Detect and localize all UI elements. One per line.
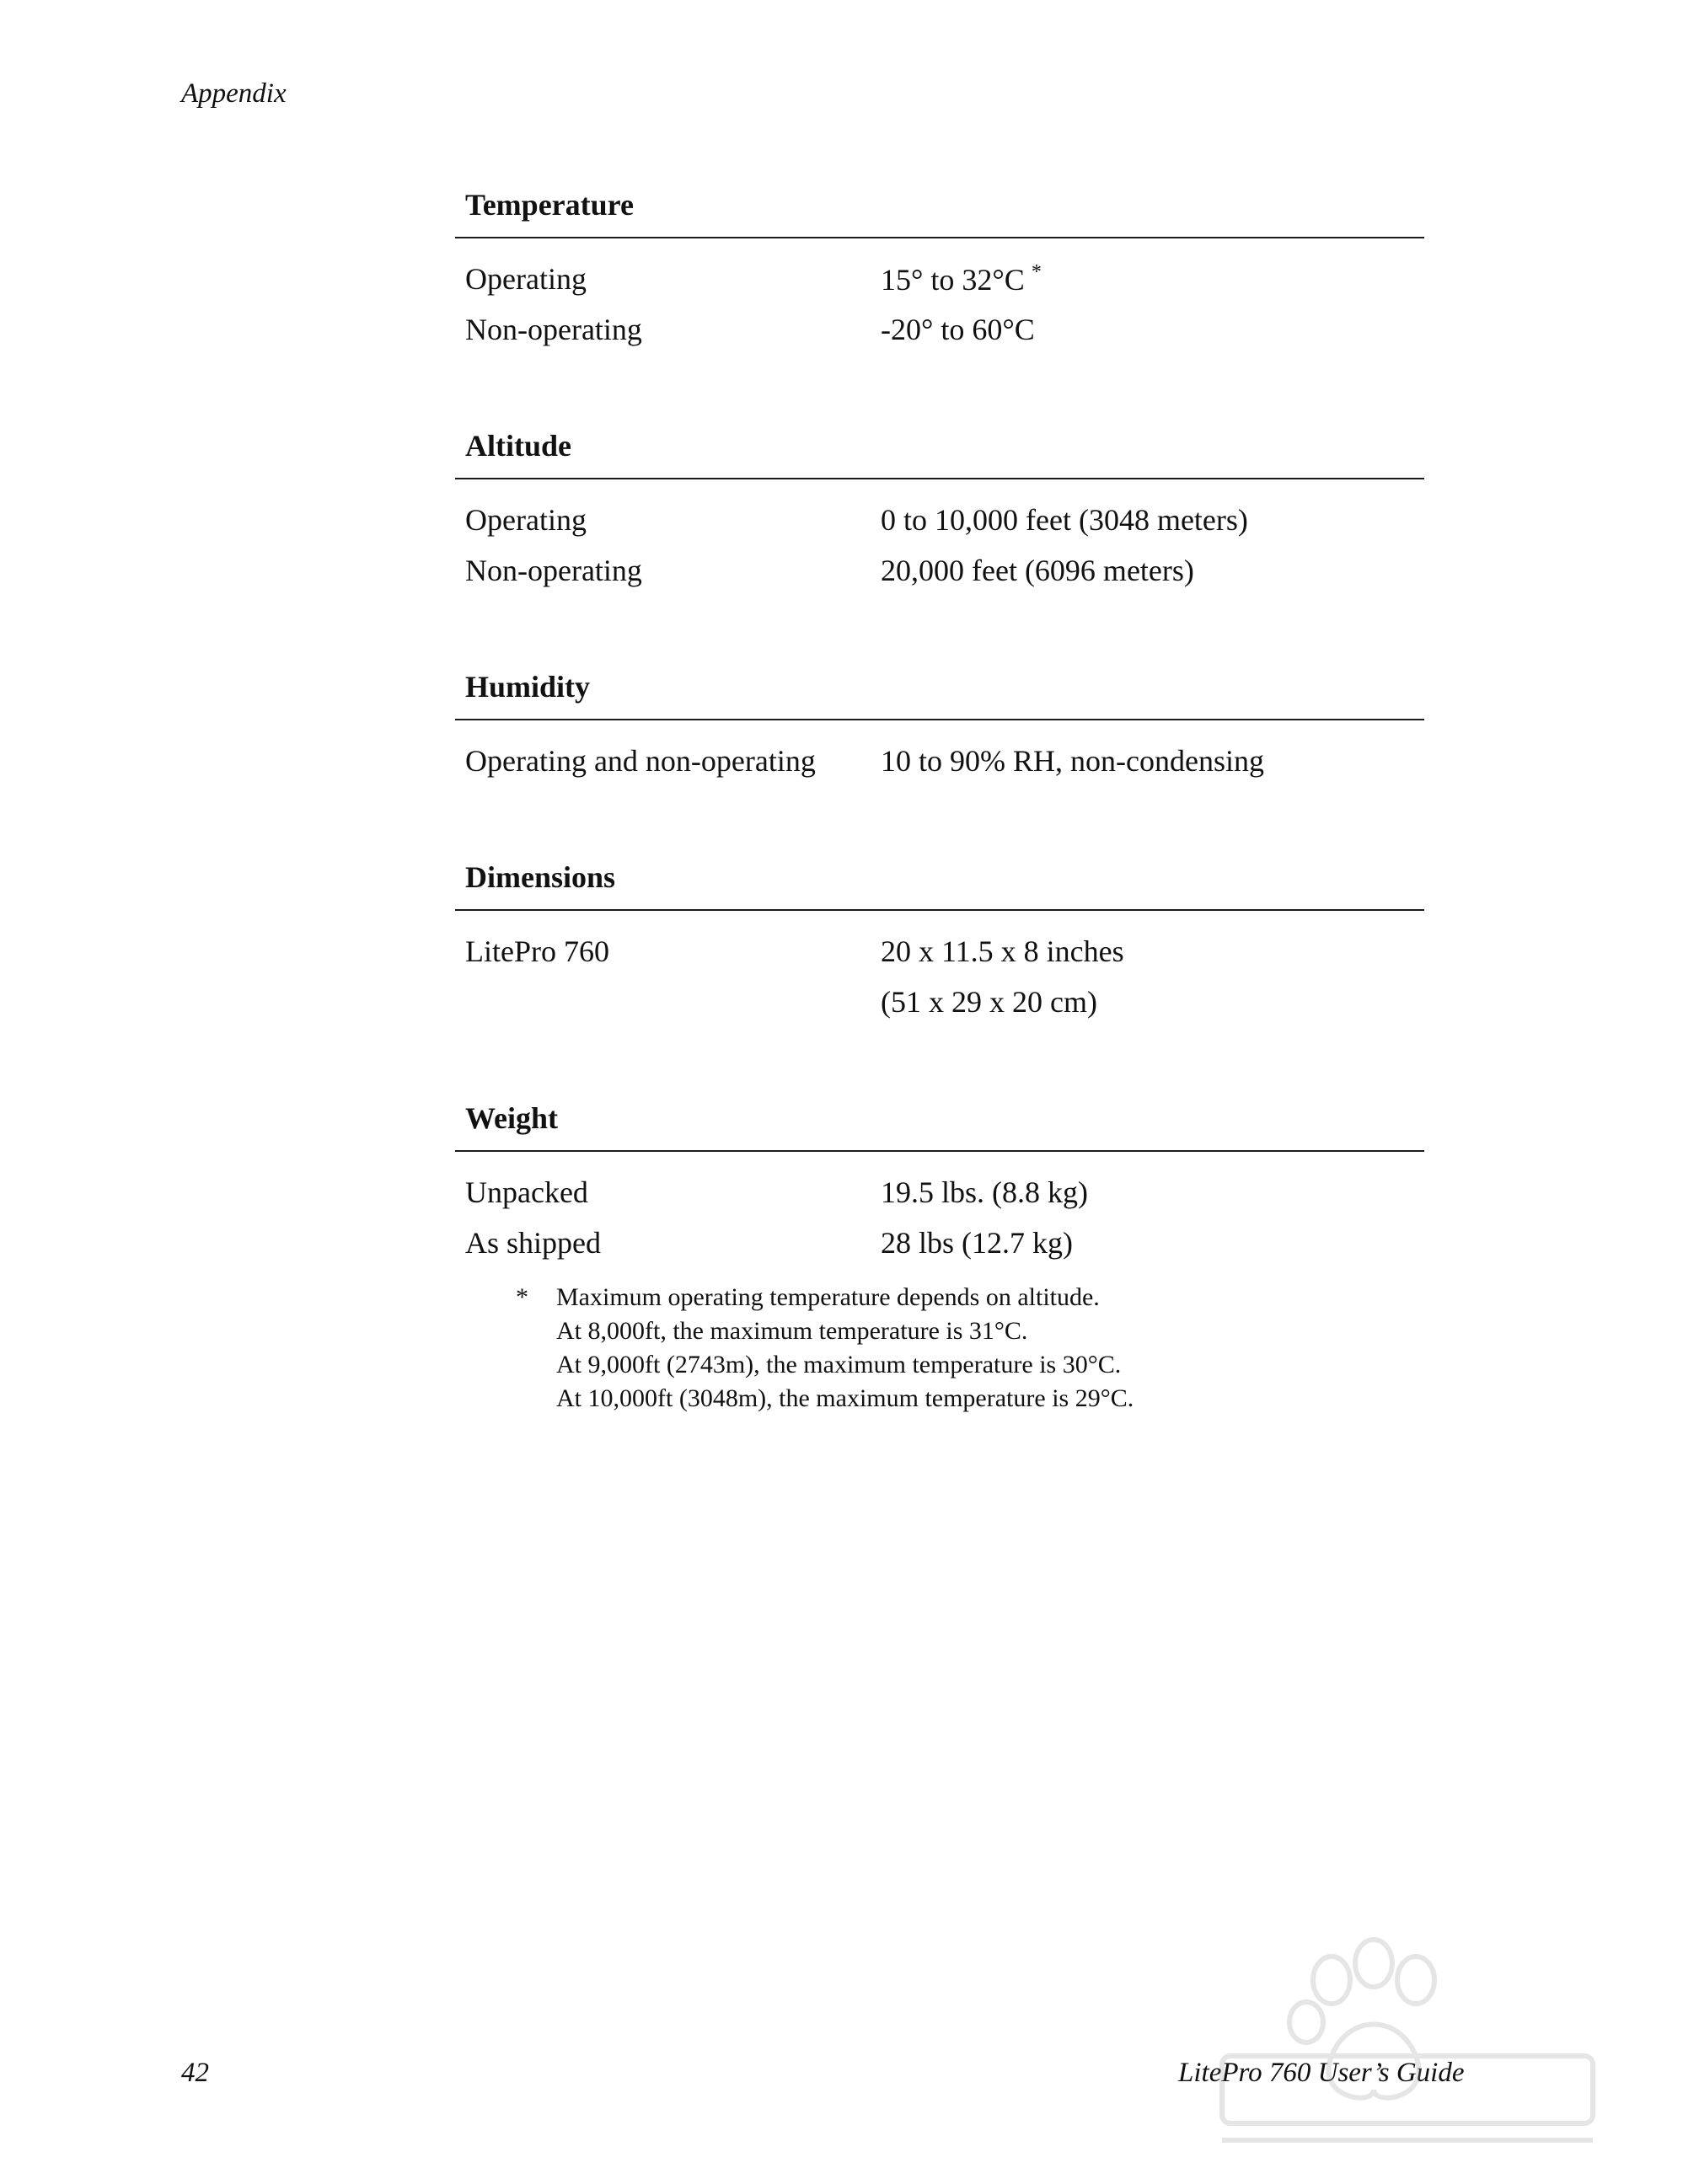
spec-label: Operating: [465, 503, 587, 537]
footnote-line: At 9,000ft (2743m), the maximum temperature is 30°C.: [556, 1351, 1122, 1378]
section-title: Humidity: [455, 672, 1424, 720]
spec-value: 10 to 90% RH, non-condensing: [881, 744, 1264, 778]
spec-value: 20 x 11.5 x 8 inches: [881, 934, 1124, 968]
spec-row: [455, 254, 1424, 304]
footnote: [516, 1281, 1134, 1416]
page-number: 42: [181, 2058, 209, 2088]
footnote-reference-mark: *: [1031, 260, 1042, 283]
section-temperature: [455, 190, 1424, 355]
spec-label: Non-operating: [465, 313, 642, 346]
spec-value: -20° to 60°C: [881, 313, 1035, 346]
spec-value: 20,000 feet (6096 meters): [881, 554, 1194, 587]
spec-row: [455, 545, 1424, 596]
section-dimensions: [455, 862, 1424, 1027]
spec-row: [455, 1218, 1424, 1268]
spec-label: Non-operating: [465, 554, 642, 587]
spec-row: [455, 495, 1424, 545]
baidu-paw-watermark-icon: [1205, 1930, 1610, 2157]
footnote-marker: *: [516, 1283, 528, 1311]
running-head: Appendix: [181, 78, 287, 109]
footer-guide-title: LitePro 760 User’s Guide: [1178, 2058, 1465, 2088]
spec-label: As shipped: [465, 1226, 601, 1260]
section-humidity: [455, 672, 1424, 786]
footnote-line: At 10,000ft (3048m), the maximum temperature is 29°C.: [556, 1384, 1134, 1412]
spec-value: 15° to 32°C: [881, 262, 1025, 297]
footnote-line: At 8,000ft, the maximum temperature is 31°C.: [556, 1317, 1028, 1345]
spec-label: Unpacked: [465, 1175, 588, 1209]
specifications-table: [455, 190, 1424, 1268]
section-altitude: [455, 431, 1424, 596]
section-title: Weight: [455, 1103, 1424, 1152]
spec-value: 28 lbs (12.7 kg): [881, 1226, 1073, 1260]
spec-row: [455, 926, 1424, 977]
spec-row: [455, 1167, 1424, 1218]
spec-value: 0 to 10,000 feet (3048 meters): [881, 503, 1248, 537]
spec-label: Operating: [465, 262, 587, 296]
spec-value: (51 x 29 x 20 cm): [881, 985, 1097, 1019]
section-title: Altitude: [455, 431, 1424, 479]
footnote-text: [556, 1281, 1134, 1416]
spec-value: 19.5 lbs. (8.8 kg): [881, 1175, 1088, 1209]
footnote-line: Maximum operating temperature depends on altitude.: [556, 1283, 1100, 1311]
spec-row: [455, 736, 1424, 786]
section-weight: [455, 1103, 1424, 1268]
spec-row: [455, 977, 1424, 1027]
section-title: Temperature: [455, 190, 1424, 238]
section-title: Dimensions: [455, 862, 1424, 911]
spec-label: Operating and non-operating: [465, 744, 816, 778]
spec-row: [455, 304, 1424, 355]
spec-value-cell: [881, 261, 1424, 297]
spec-label: LitePro 760: [465, 934, 609, 968]
